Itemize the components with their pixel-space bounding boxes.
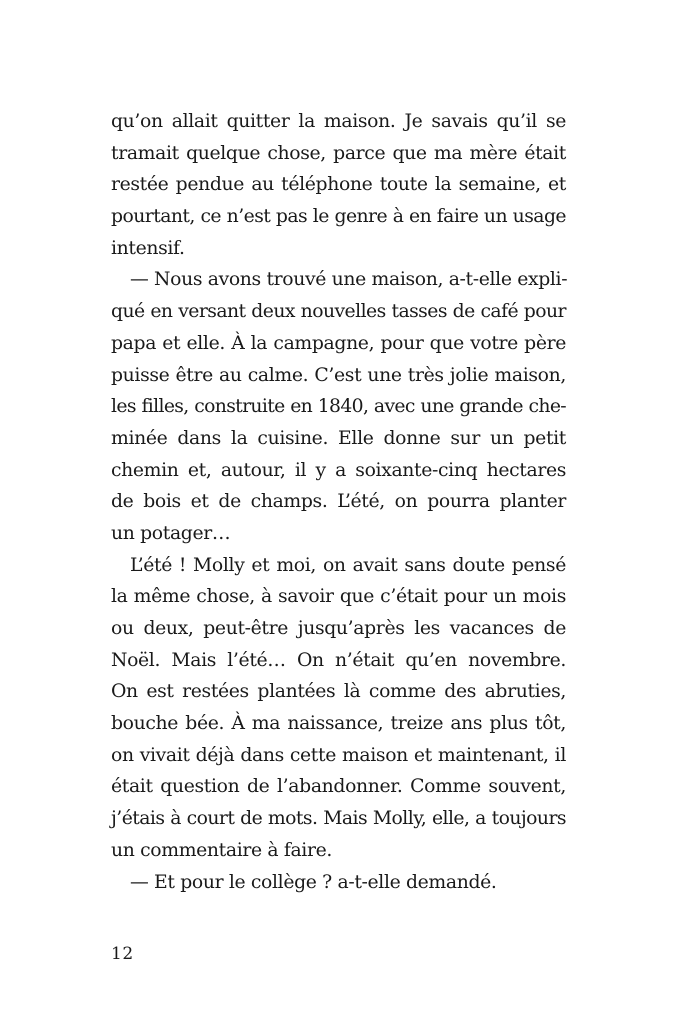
text-line: on vivait déjà dans cette maison et maintenant, il [111, 744, 566, 766]
body-text [111, 106, 566, 898]
text-line: — Et pour le collège ? a-t-elle demandé. [130, 871, 497, 893]
text-line: qu’on allait quitter la maison. Je savais qu’il se [111, 111, 566, 132]
text-line: un potager… [111, 522, 231, 544]
page-number: 12 [111, 944, 134, 964]
text-line: minée dans la cuisine. Elle donne sur un petit [111, 427, 566, 449]
text-line: On est restées plantées là comme des abruties, [111, 681, 566, 703]
text-line: Noël. Mais l’été… On n’était qu’en novembre. [111, 649, 566, 671]
text-line: bouche bée. À ma naissance, treize ans plus tôt, [111, 713, 566, 735]
text-line: papa et elle. À la campagne, pour que votre père [111, 332, 566, 354]
text-line: pourtant, ce n’est pas le genre à en faire un usage [111, 206, 566, 228]
text-line: était question de l’abandonner. Comme souvent, [111, 776, 566, 798]
text-line: tramait quelque chose, parce que ma mère était [111, 142, 566, 164]
text-line: — Nous avons trouvé une maison, a-t-elle expli- [130, 269, 568, 291]
text-line: la même chose, à savoir que c’était pour un mois [111, 586, 566, 608]
text-line: puisse être au calme. C’est une très jolie maison, [111, 364, 566, 386]
text-line: qué en versant deux nouvelles tasses de café pour [111, 301, 566, 323]
text-line: j’étais à court de mots. Mais Molly, elle, a toujours [111, 808, 566, 830]
text-line: restée pendue au téléphone toute la semaine, et [111, 174, 566, 196]
text-line: les filles, construite en 1840, avec une grande che- [111, 396, 566, 418]
text-line: de bois et de champs. L’été, on pourra planter [111, 491, 566, 513]
text-line: ou deux, peut-être jusqu’après les vacances de [111, 618, 566, 639]
text-line: un commentaire à faire. [111, 839, 332, 861]
text-line: chemin et, autour, il y a soixante-cinq hectares [111, 459, 566, 481]
text-line: intensif. [111, 237, 185, 259]
text-line: L’été ! Molly et moi, on avait sans doute pensé [130, 554, 566, 576]
